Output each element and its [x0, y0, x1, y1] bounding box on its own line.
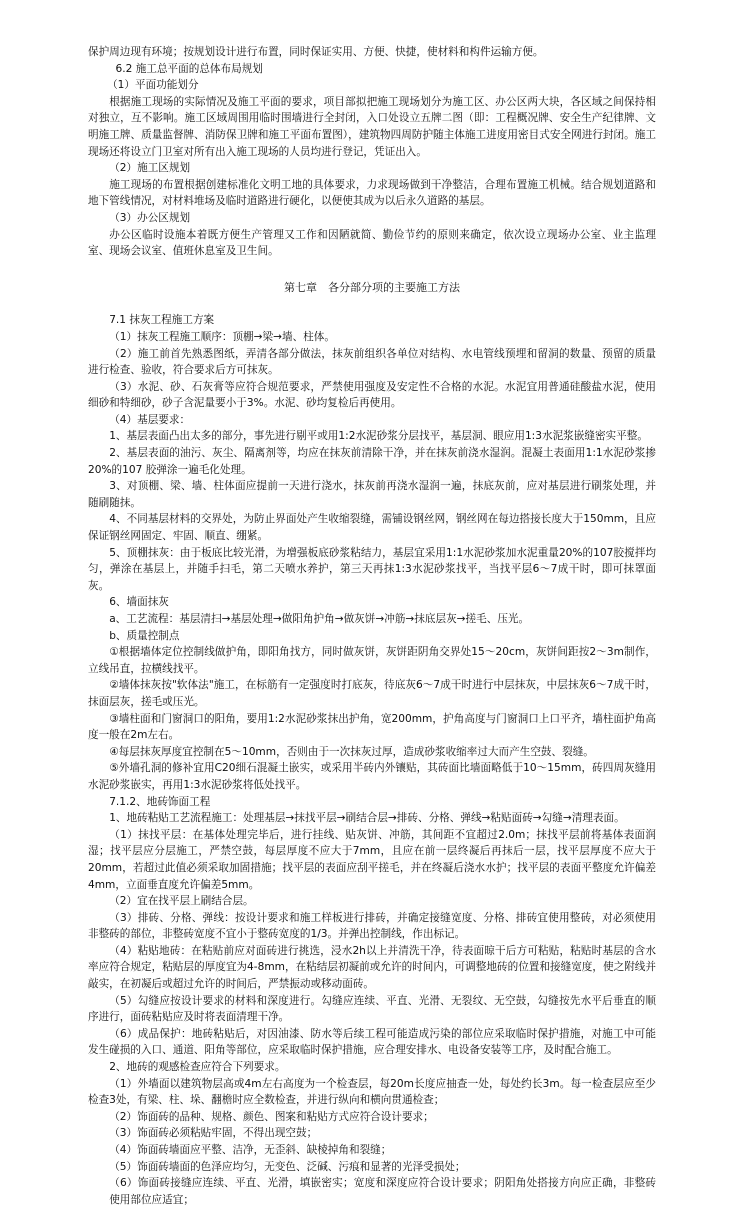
subsection-heading: （1）平面功能划分 [107, 79, 199, 92]
list-item: （2）施工前首先熟悉图纸，弄清各部分做法，抹灰前组织各单位对结构、水电管线预埋和留洞的数量、预留的质量进行检查、验收，符合要求后方可抹灰。 [88, 347, 656, 377]
section-heading: 6.2 施工总平面的总体布局规划 [115, 62, 263, 75]
paragraph: 办公区临时设施本着既方便生产管理又工作和因陋就简、勤俭节约的原则来确定，依次设立现场办公室、业主监理室、现场会议室、值班休息室及卫生间。 [88, 228, 656, 258]
section-heading: 7.1.2、地砖饰面工程 [109, 795, 211, 808]
list-item: （6）饰面砖接缝应连续、平直、光滑，填嵌密实；宽度和深度应符合设计要求；阴阳角处搭接方向应正确，非整砖使用部位应适宜； [109, 1177, 656, 1206]
list-item: （5）勾缝应按设计要求的材料和深度进行。勾缝应连续、平直、光滑、无裂纹、无空鼓，勾缝按先水平后垂直的顺序进行，面砖粘贴应及时将表面清理干净。 [88, 994, 656, 1024]
chapter-title: 第七章 各分部分项的主要施工方法 [284, 280, 460, 294]
list-item: ⑤外墙孔洞的修补宜用C20细石混凝土嵌实，或采用半砖内外镶贴，其砖面比墙面略低于10～15mm，砖四周灰缝用水泥砂浆嵌实，再用1:3水泥砂浆将低处找平。 [88, 762, 656, 791]
paragraph: 根据施工现场的实际情况及施工平面的要求，项目部拟把施工现场划分为施工区、办公区两大块，各区域之间保持相对独立，互不影响。施工区域周围用临时围墙进行全封闭，入口处设立五牌二图（即：工程概况牌、安全生产纪律牌、文明施工牌、质量监督牌、消防保卫牌和施工平面布置图），建筑物四周防护随主体施工进度用密目式安全网进行封闭。施工现场还将设立门卫室对所有出入施工现场的人员均进行登记，凭证出入。 [88, 95, 656, 158]
paragraph: 保护周边现有环境；按规划设计进行布置，同时保证实用、方便、快捷，使材料和构件运输方便。 [88, 46, 544, 58]
list-item: 5、顶棚抹灰：由于板底比较光滑，为增强板底砂浆粘结力，基层宜采用1:1水泥砂浆加水泥重量20%的107胶搅拌均匀，弹涂在基层上，并随手扫毛，第二天喷水养护，第三天再抹1:3水泥砂浆找平，当找平层6～7成干时，即可抹罩面灰。 [88, 546, 656, 592]
list-item: （1）抹灰工程施工顺序：顶棚→梁→墙、柱体。 [109, 330, 335, 343]
list-item: ②墙体抹灰按"软体法"施工，在标筋有一定强度时打底灰，待底灰6～7成干时进行中层抹灰，中层抹灰6～7成干时，抹面层灰，搓毛或压光。 [88, 679, 656, 708]
list-item: （4）粘贴地砖：在粘贴前应对面砖进行挑选，浸水2h以上并清洗干净，待表面晾干后方可粘贴，粘贴时基层的含水率应符合规定，粘贴层的厚度宜为4-8mm，在粘结层初凝前或允许的时间内，可调整地砖的位置和接缝宽度，使之附线并敲实，在初凝后或超过允许的时间后，严禁振动或移动面砖。 [88, 944, 656, 991]
list-item: a、工艺流程：基层清扫→基层处理→做阳角护角→做灰饼→冲筋→抹底层灰→搓毛、压光。 [109, 613, 530, 625]
list-item: 2、基层表面的油污、灰尘、隔离剂等，均应在抹灰前清除干净，并在抹灰前浇水湿润。混凝土表面用1:1水泥砂浆掺20%的107 胶弹涂一遍毛化处理。 [88, 447, 656, 476]
list-item: （3）饰面砖必须粘贴牢固，不得出现空鼓； [109, 1127, 318, 1140]
list-item: （6）成品保护：地砖粘贴后，对因油漆、防水等后续工程可能造成污染的部位应采取临时保护措施，对施工中可能发生碰损的入口、通道、阳角等部位，应采取临时保护措施，应合理安排水、电设备安装等工序，及时配合施工。 [88, 1027, 656, 1057]
list-item: （2）饰面砖的品种、规格、颜色、图案和粘贴方式应符合设计要求； [109, 1110, 434, 1123]
list-item: 1、地砖粘贴工艺流程施工：处理基层→抹找平层→刷结合层→排砖、分格、弹线→粘贴面砖→勾缝→清理表面。 [109, 812, 625, 825]
list-item: （5）饰面砖墙面的色泽应均匀，无变色、泛碱、污痕和显著的光泽受损处； [109, 1160, 466, 1173]
section-heading: 7.1 抹灰工程施工方案 [109, 314, 215, 327]
list-item: （4）基层要求： [109, 413, 191, 426]
list-item: 1、基层表面凸出太多的部分，事先进行剔平或用1:2水泥砂浆分层找平，基层洞、眼应用1:3水泥浆嵌缝密实平整。 [109, 430, 648, 443]
list-item: （4）饰面砖墙面应平整、洁净，无歪斜、缺棱掉角和裂缝； [109, 1144, 392, 1156]
list-item: （1）外墙面以建筑物层高或4m左右高度为一个检查层，每20m长度应抽查一处，每处约长3m。每一检查层应至少检查3处，有梁、柱、垛、翻檐时应全数检查，并进行纵向和横向贯通检查； [88, 1077, 656, 1107]
list-item: （3）水泥、砂、石灰膏等应符合规范要求，严禁使用强度及安定性不合格的水泥。水泥宜用普通硅酸盐水泥，使用细砂和特细砂，砂子含泥量要小于3%。水泥、砂均复检后再使用。 [88, 380, 656, 410]
list-item: b、质量控制点 [109, 629, 180, 642]
list-item: 4、不同基层材料的交界处，为防止界面处产生收缩裂缝，需铺设钢丝网，钢丝网在每边搭接长度大于150mm，且应保证钢丝网固定、牢固、顺直、绷紧。 [88, 513, 656, 543]
list-item: （3）排砖、分格、弹线：按设计要求和施工样板进行排砖，并确定接缝宽度、分格、排砖宜使用整砖，对必须使用非整砖的部位，非整砖宽度不宜小于整砖宽度的1/3。并弹出控制线，作出标记。 [88, 911, 656, 941]
list-item: （2）宜在找平层上刷结合层。 [109, 895, 254, 908]
list-item: 3、对顶棚、梁、墙、柱体面应提前一天进行浇水，抹灰前再浇水湿润一遍，抹底灰前，应对基层进行刷浆处理，并随刷随抹。 [88, 480, 656, 509]
list-item: （1）抹找平层：在基体处理完毕后，进行挂线、贴灰饼、冲筋，其间距不宜超过2.0m；抹找平层前将基体表面润湿；找平层应分层施工，严禁空鼓，每层厚度不应大于7mm，且应在前一层终凝后再抹后一层，找平层厚度不应大于20mm，若超过此值必须采取加固措施；找平层的表面应刮平搓毛，并在终凝后浇水水护；找平层的表面平整度允许偏差4mm，立面垂直度允许偏差5mm。 [88, 828, 656, 891]
list-item: ①根据墙体定位控制线做护角，即阳角找方，同时做灰饼，灰饼距阴角交界处15～20cm，灰饼间距按2～3m制作，立线吊直，拉横线找平。 [88, 646, 656, 675]
subsection-heading: （3）办公区规划 [109, 211, 191, 224]
subsection-heading: （2）施工区规划 [109, 162, 191, 175]
list-item: 6、墙面抹灰 [109, 596, 169, 609]
paragraph: 施工现场的布置根据创建标准化文明工地的具体要求，力求现场做到干净整洁，合理布置施工机械。结合规划道路和地下管线情况，对材料堆场及临时道路进行硬化，以便使其成为以后永久道路的基层。 [88, 178, 656, 208]
list-item: 2、地砖的观感检查应符合下列要求。 [109, 1061, 286, 1074]
list-item: ③墙柱面和门窗洞口的阳角，要用1:2水泥砂浆抹出护角，宽200mm，护角高度与门窗洞口上口平齐，墙柱面护角高度一般在2m左右。 [88, 712, 656, 742]
list-item: ④每层抹灰厚度宜控制在5～10mm，否则由于一次抹灰过厚，造成砂浆收缩率过大而产生空鼓、裂缝。 [109, 745, 594, 758]
